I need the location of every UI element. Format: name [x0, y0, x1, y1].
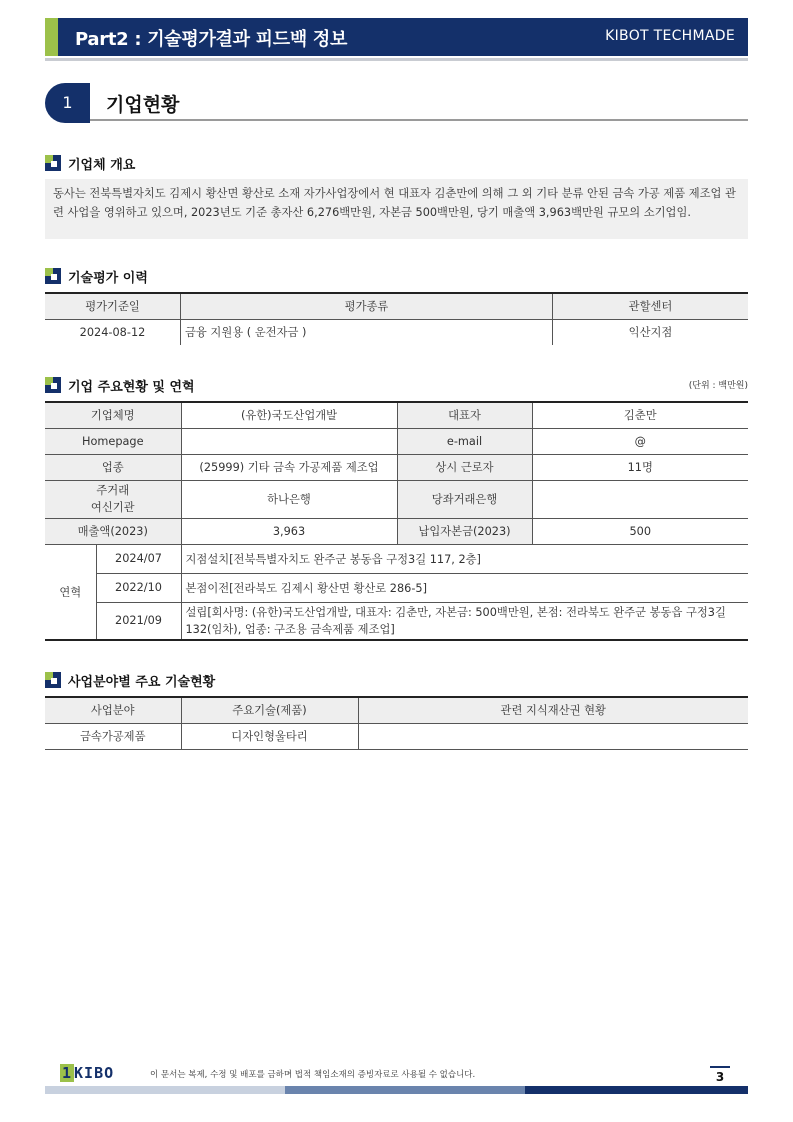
history-text: 설립[회사명: (유한)국도산업개발, 대표자: 김춘만, 자본금: 500백만원, 본점: 전라북도 완주군 봉동읍 구정3길 132(임차), 업종: 구조용 금속제품 제조업]: [181, 602, 748, 640]
overview-text: 동사는 전북특별자치도 김제시 황산면 황산로 소재 자가사업장에서 현 대표자 김춘만에 의해 그 외 기타 분류 안된 금속 가공 제품 제조업 관련 사업을 영위하고 있으며, 2023년도 기준 총자산 6,276백만원, 자본금 500백만원, 당기 매출액 3,963백만원 규모의 소기업임.: [45, 179, 748, 239]
row-value: (유한)국도산업개발: [181, 402, 397, 428]
unit-label: (단위 : 백만원): [688, 381, 748, 391]
history-row: [45, 544, 748, 573]
history-row: [45, 573, 748, 602]
row-label: 매출액(2023): [45, 518, 181, 544]
history-date: 2021/09: [96, 602, 181, 640]
kibo-logo: 1 KIBO: [62, 1064, 115, 1082]
col-header: 사업분야: [45, 697, 181, 723]
row-label: Homepage: [45, 428, 181, 454]
col-header: 평가종류: [181, 293, 553, 319]
section-divider: [90, 119, 748, 121]
table-row: [45, 518, 748, 544]
row-value: 11명: [532, 454, 748, 480]
row-label: 기업체명: [45, 402, 181, 428]
overview-heading-text: 기업체 개요: [68, 158, 136, 173]
logo-text: KIBO: [74, 1064, 115, 1082]
table-row: [45, 428, 748, 454]
footer-bar: [285, 1086, 525, 1094]
section-title: 기업현황: [106, 94, 180, 116]
history-text: 지점설치[전북특별자치도 완주군 봉동읍 구정3길 117, 2층]: [181, 544, 748, 573]
table-row: [45, 723, 748, 749]
history-date: 2022/10: [96, 573, 181, 602]
main-tech: 디자인형울타리: [181, 723, 358, 749]
header-divider: [45, 58, 748, 61]
ip-status: [358, 723, 748, 749]
bullet-icon: [45, 377, 61, 393]
header-title: Part2 : 기술평가결과 피드백 정보: [75, 29, 348, 50]
eval-date: 2024-08-12: [45, 319, 181, 345]
history-row: [45, 602, 748, 640]
header-brand: KIBOT TECHMADE: [605, 28, 735, 44]
row-value: @: [532, 428, 748, 454]
col-header: 관련 지식재산권 현황: [358, 697, 748, 723]
row-value: 3,963: [181, 518, 397, 544]
row-label: 주거래 여신기관: [45, 480, 181, 518]
table-row: [45, 480, 748, 518]
table-row: [45, 454, 748, 480]
row-value: 김춘만: [532, 402, 748, 428]
eval-center: 익산지점: [553, 319, 749, 345]
business-area: 금속가공제품: [45, 723, 181, 749]
row-value: (25999) 기타 금속 가공제품 제조업: [181, 454, 397, 480]
header-accent-bar: [45, 18, 58, 56]
row-value: 500: [532, 518, 748, 544]
eval-type: 금융 지원용 ( 운전자금 ): [181, 319, 553, 345]
row-label: 상시 근로자: [397, 454, 532, 480]
bullet-icon: [45, 268, 61, 284]
history-date: 2024/07: [96, 544, 181, 573]
page-number: 3: [710, 1066, 730, 1084]
history-label: 연혁: [45, 544, 96, 640]
row-value: [181, 428, 397, 454]
bullet-icon: [45, 672, 61, 688]
row-label: e-mail: [397, 428, 532, 454]
footer-bar: [45, 1086, 285, 1094]
history-heading-text: 기술평가 이력: [68, 271, 148, 286]
row-label: 당좌거래은행: [397, 480, 532, 518]
footer-bar: [525, 1086, 748, 1094]
tech-heading-text: 사업분야별 주요 기술현황: [68, 675, 216, 690]
col-header: 평가기준일: [45, 293, 181, 319]
row-label: 납입자본금(2023): [397, 518, 532, 544]
col-header: 관할센터: [553, 293, 749, 319]
col-header: 주요기술(제품): [181, 697, 358, 723]
table-row: [45, 319, 748, 345]
row-label: 업종: [45, 454, 181, 480]
section-number: 1: [45, 83, 90, 123]
tech-table: [45, 696, 748, 750]
history-text: 본점이전[전라북도 김제시 황산면 황산로 286-5]: [181, 573, 748, 602]
bullet-icon: [45, 155, 61, 171]
table-row: [45, 402, 748, 428]
status-heading-text: 기업 주요현황 및 연혁: [68, 380, 195, 395]
company-status-table: [45, 401, 748, 641]
row-label: 대표자: [397, 402, 532, 428]
eval-history-table: [45, 292, 748, 345]
row-value: 하나은행: [181, 480, 397, 518]
page-header: [45, 18, 748, 56]
footer-notice: 이 문서는 복제, 수정 및 배포를 금하며 법적 책임소재의 증빙자료로 사용될 수 없습니다.: [150, 1070, 476, 1080]
row-value: [532, 480, 748, 518]
